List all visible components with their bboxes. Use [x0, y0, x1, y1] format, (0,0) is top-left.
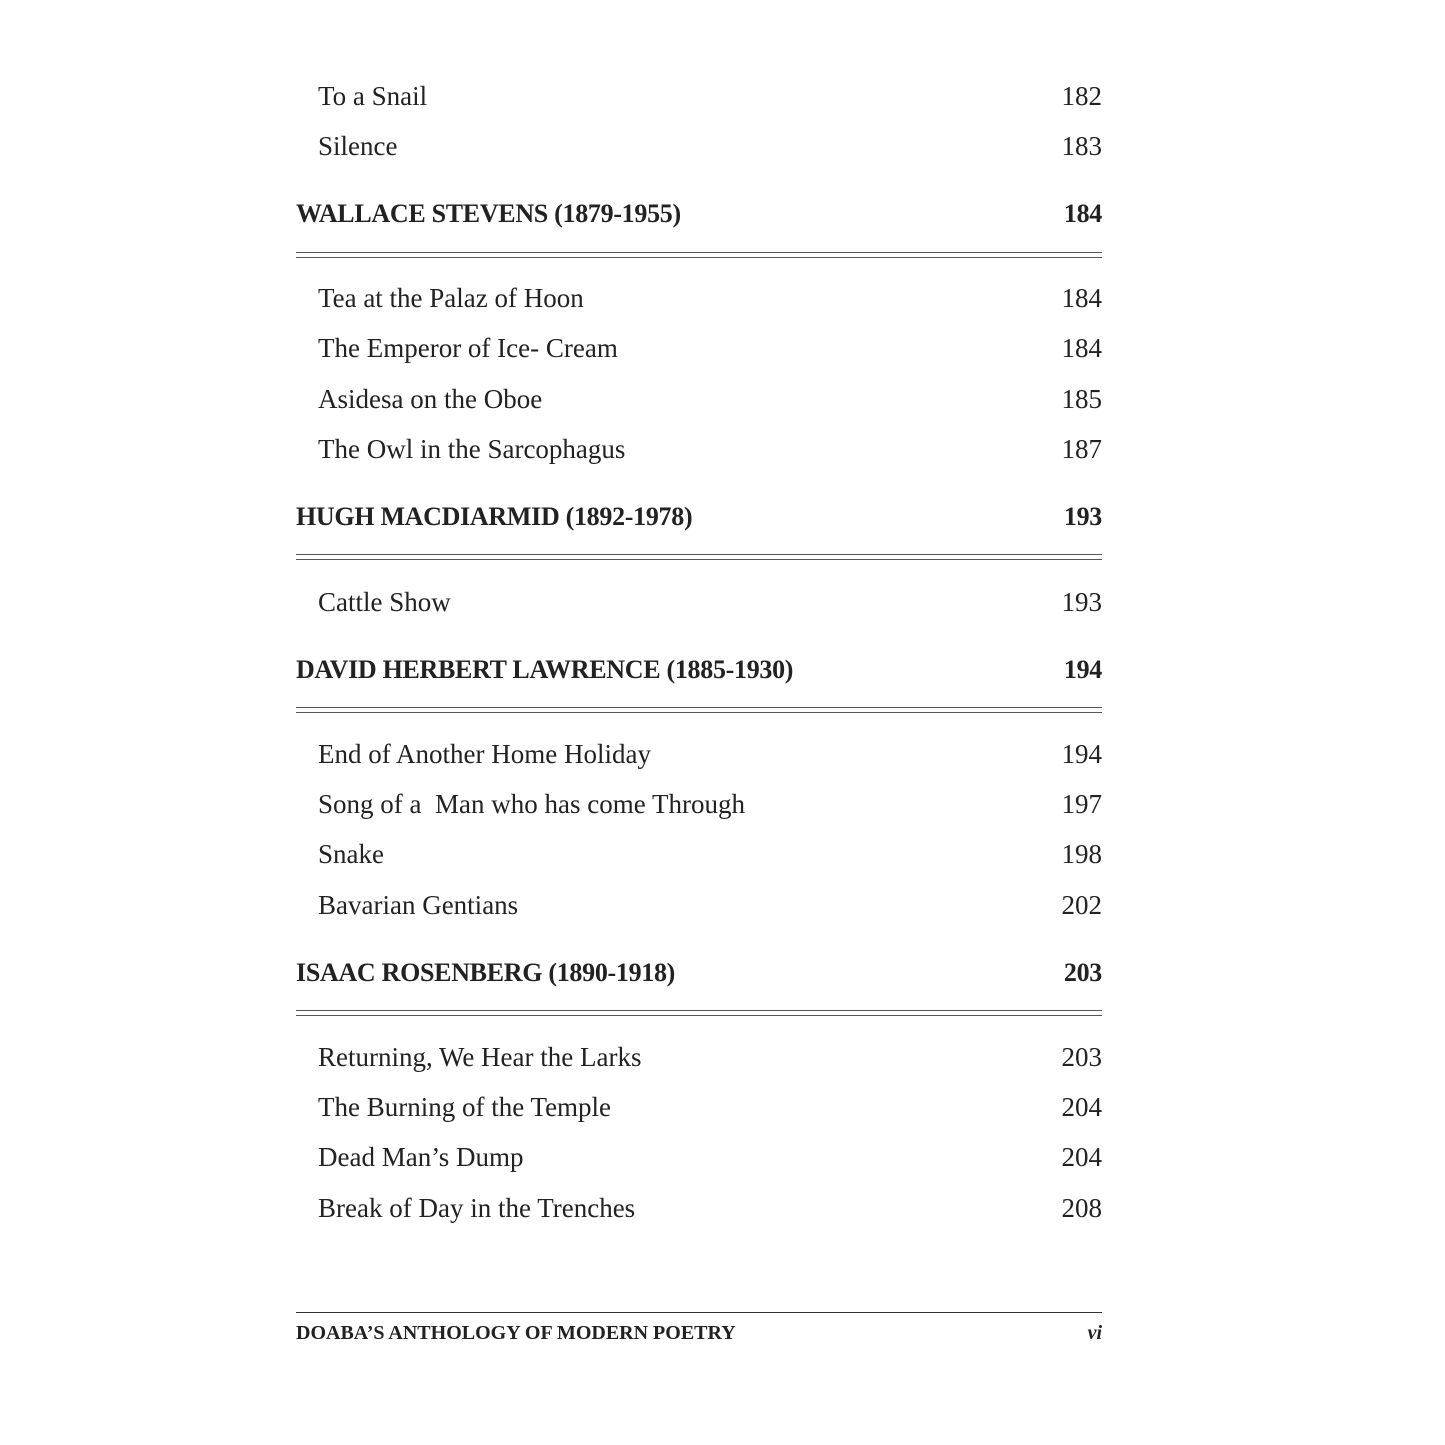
page-footer	[296, 1322, 1102, 1345]
toc-entry[interactable]	[296, 584, 1102, 620]
toc-author-heading[interactable]	[296, 196, 1102, 232]
toc-entry-page: 184	[1061, 333, 1102, 363]
toc-entry[interactable]	[296, 887, 1102, 923]
toc-entry-title: Break of Day in the Trenches	[318, 1193, 636, 1223]
toc-entry-title: The Owl in the Sarcophagus	[318, 434, 626, 464]
toc-entry-page: 187	[1061, 434, 1102, 464]
author-page: 193	[1063, 502, 1102, 531]
toc-entry-page: 198	[1061, 839, 1102, 869]
author-name: DAVID HERBERT LAWRENCE (1885-1930)	[296, 655, 794, 684]
toc-entry[interactable]	[296, 1039, 1102, 1075]
toc-author-heading[interactable]	[296, 955, 1102, 991]
toc-entry-page: 208	[1061, 1193, 1102, 1223]
toc-entry[interactable]	[296, 736, 1102, 772]
toc-entry[interactable]	[296, 330, 1102, 366]
toc-entry-page: 193	[1061, 587, 1102, 617]
double-rule-divider	[296, 252, 1102, 258]
toc-entry[interactable]	[296, 1190, 1102, 1226]
toc-entry[interactable]	[296, 836, 1102, 872]
toc-entry-title: The Burning of the Temple	[318, 1092, 612, 1122]
toc-author-heading[interactable]	[296, 499, 1102, 535]
toc-entry-page: 184	[1061, 283, 1102, 313]
toc-entry-title: Asidesa on the Oboe	[318, 384, 543, 414]
toc-entry[interactable]	[296, 280, 1102, 316]
double-rule-divider	[296, 554, 1102, 560]
toc-entry-page: 185	[1061, 384, 1102, 414]
toc-entry-title: Returning, We Hear the Larks	[318, 1042, 642, 1072]
toc-entry-page: 204	[1061, 1142, 1102, 1172]
toc-entry-page: 182	[1061, 81, 1102, 111]
double-rule-divider	[296, 707, 1102, 713]
toc-entry-page: 202	[1061, 890, 1102, 920]
toc-entry-title: Song of a Man who has come Through	[318, 789, 745, 819]
author-name: HUGH MACDIARMID (1892-1978)	[296, 502, 693, 531]
footer-rule	[296, 1312, 1102, 1313]
footer-page-number: vi	[1087, 1322, 1102, 1344]
toc-entry[interactable]	[296, 431, 1102, 467]
toc-entry-title: End of Another Home Holiday	[318, 739, 651, 769]
author-page: 194	[1063, 655, 1102, 684]
toc-entry[interactable]	[296, 1089, 1102, 1125]
toc-entry-page: 204	[1061, 1092, 1102, 1122]
footer-book-title: DOABA’S ANTHOLOGY OF MODERN POETRY	[296, 1322, 736, 1344]
toc-entry[interactable]	[296, 786, 1102, 822]
toc-entry-title: Snake	[318, 839, 384, 869]
toc-author-heading[interactable]	[296, 652, 1102, 688]
author-page: 203	[1063, 958, 1102, 987]
toc-entry[interactable]	[296, 128, 1102, 164]
author-name: ISAAC ROSENBERG (1890-1918)	[296, 958, 676, 987]
toc-entry-title: The Emperor of Ice- Cream	[318, 333, 618, 363]
author-name: WALLACE STEVENS (1879-1955)	[296, 199, 681, 228]
toc-entry-title: To a Snail	[318, 81, 428, 111]
toc-entry[interactable]	[296, 381, 1102, 417]
toc-entry[interactable]	[296, 1139, 1102, 1175]
toc-entry-title: Bavarian Gentians	[318, 890, 519, 920]
toc-entry-title: Tea at the Palaz of Hoon	[318, 283, 584, 313]
toc-entry-title: Silence	[318, 131, 398, 161]
toc-entry-page: 194	[1061, 739, 1102, 769]
toc-entry-title: Dead Man’s Dump	[318, 1142, 524, 1172]
toc-entry-title: Cattle Show	[318, 587, 451, 617]
toc-entry-page: 197	[1061, 789, 1102, 819]
toc-entry-page: 183	[1061, 131, 1102, 161]
toc-entry-page: 203	[1061, 1042, 1102, 1072]
author-page: 184	[1063, 199, 1102, 228]
toc-entry[interactable]	[296, 78, 1102, 114]
double-rule-divider	[296, 1010, 1102, 1016]
